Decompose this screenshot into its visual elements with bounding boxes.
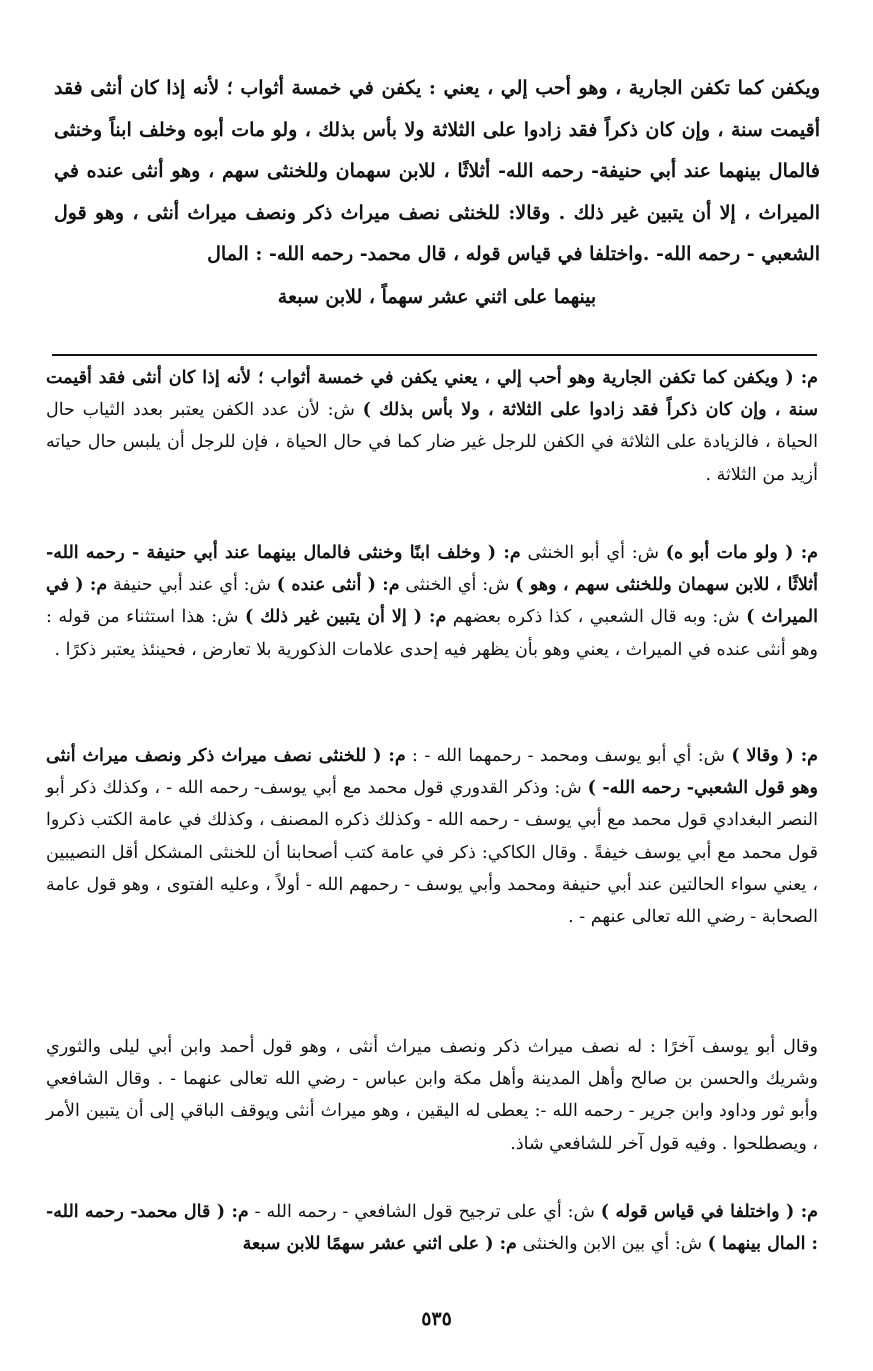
matn-quote: م: ( قال محمد- رحمه الله- : المال بينهما ) xyxy=(46,1202,818,1255)
matn-quote: م: ( في الميراث ) xyxy=(46,575,818,628)
commentary: ش: أي الخنثى xyxy=(399,575,516,596)
sharh-paragraph-3 xyxy=(46,740,818,933)
matn-quote: م: ( أنثى عنده ) xyxy=(276,575,400,596)
matn-quote: م: ( ولو مات أبو ه) xyxy=(665,543,818,563)
matn-main-text: ويكفن كما تكفن الجارية ، وهو أحب إلي ، يعني : يكفن في خمسة أثواب ؛ لأنه إذا كان أنثى فقد أقيمت سنة ، وإن كان ذكراً فقد زادوا على الثلاثة ولا بأس بذلك ، ولو مات أبوه وخلف ابناً وخنثى فالمال بينهما عند أبي حنيفة- رحمه الله- أثلاثًا ، للابن سهمان وللخنثى سهم ، وهو أنثى عنده في الميراث ، إلا أن يتبين غير ذلك . وقالا: للخنثى نصف ميراث ذكر ونصف ميراث أنثى ، وهو قول الشعبي - رحمه الله- .واختلفا في قياس قوله ، قال محمد- رحمه الله- : المال xyxy=(54,77,820,265)
matn-quote: م: ( للخنثى نصف ميراث ذكر ونصف ميراث أنثى وهو قول الشعبي- رحمه الله- ) xyxy=(46,746,818,799)
sharh-paragraph-5 xyxy=(46,1196,818,1260)
commentary: ش: أي أبو يوسف ومحمد - رحمهما الله - : xyxy=(405,746,732,766)
matn-quote: م: ( ويكفن كما تكفن الجارية وهو أحب إلي ، يعني يكفن في خمسة أثواب ؛ لأنه إذا كان أنثى فقد أقيمت سنة ، وإن كان ذكراً فقد زادوا على الثلاثة ، ولا بأس بذلك ) xyxy=(46,368,818,421)
commentary: ش: وبه قال الشعبي ، كذا ذكره بعضهم xyxy=(446,607,747,628)
matn-quote: م: ( وقالا ) xyxy=(731,746,818,766)
page-number: ٥٣٥ xyxy=(421,1308,452,1330)
commentary: ش: أي عند أبي حنيفة xyxy=(107,575,277,596)
commentary: ش: أي على ترجيح قول الشافعي - رحمه الله - xyxy=(248,1202,601,1222)
matn-quote: م: ( واختلفا في قياس قوله ) xyxy=(600,1202,818,1222)
commentary: ش: هذا استثناء من قوله : وهو أنثى عنده في الميراث ، يعني وهو بأن يظهر فيه إحدى علامات الذكورية بلا تعارض ، فحينئذ يعتبر ذكرًا . xyxy=(46,607,818,660)
matn-last-line: بينهما على اثني عشر سهماً ، للابن سبعة xyxy=(277,286,597,308)
sharh-paragraph-4 xyxy=(46,1031,818,1160)
commentary: ش: أي بين الابن والخنثى xyxy=(516,1234,708,1255)
sharh-paragraph-2 xyxy=(46,537,818,666)
commentary: ش: أي أبو الخنثى xyxy=(520,543,666,563)
separator-line xyxy=(52,354,817,356)
matn-quote: م: ( وخلف ابنًا وخنثى فالمال بينهما عند أبي حنيفة - رحمه الله- أثلاثًا ، للابن سهمان وللخنثى سهم ، وهو ) xyxy=(46,543,819,596)
sharh-paragraph-1 xyxy=(46,362,818,491)
commentary: ش: وذكر القدوري قول محمد مع أبي يوسف- رحمه الله - ، وكذلك ذكر أبو النصر البغدادي قول محمد مع أبي يوسف - رحمه الله - وكذلك ذكره المصنف ، وكذلك في عامة الكتب ذكروا قول محمد مع أبي يوسف خيفةً . وقال الكاكي: ذكر في عامة كتب أصحابنا أن للخنثى المشكل أقل النصيبين ، يعني سواء الحالتين عند أبي حنيفة ومحمد وأبي يوسف - رحمهم الله - أولاً ، وعليه الفتوى ، وهو قول عامة الصحابة - رضي الله تعالى عنهم - . xyxy=(46,778,818,928)
commentary: وقال أبو يوسف آخرًا : له نصف ميراث ذكر ونصف ميراث أنثى ، وهو قول أحمد وابن أبي ليلى والثوري وشريك والحسن بن صالح وأهل المدينة وأهل مكة وابن عباس - رضي الله تعالى عنهما - . وقال الشافعي وأبو ثور وداود وابن جرير - رحمه الله -: يعطى له اليقين ، وهو ميراث أنثى ويوقف الباقي إلى أن يتبين الأمر ، ويصطلحوا . وفيه قول آخر للشافعي شاذ. xyxy=(46,1037,818,1154)
commentary: ش: لأن عدد الكفن يعتبر بعدد الثياب حال الحياة ، فالزيادة على الثلاثة في الكفن للرجل غير ضار كما في حال الحياة ، فإن للرجل أن يلبس حال حياته أزيد من الثلاثة . xyxy=(46,400,818,485)
matn-quote: م: ( إلا أن يتبين غير ذلك ) xyxy=(244,607,447,628)
matn-quote: م: ( على اثني عشر سهمًا للابن سبعة xyxy=(242,1234,517,1255)
